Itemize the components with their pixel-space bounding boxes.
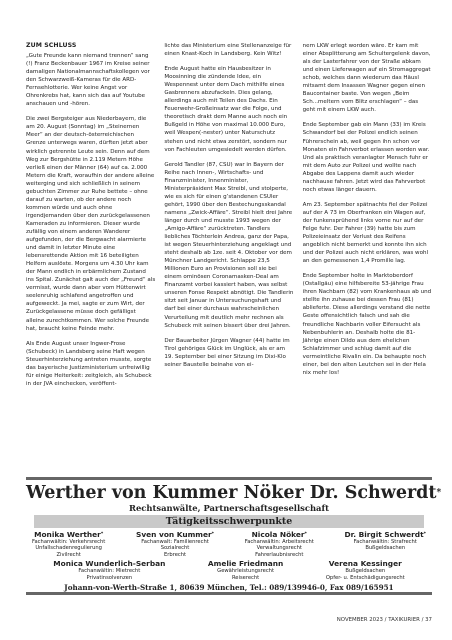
lawyer-specialty: Zivilrecht (56, 551, 81, 558)
lawyer-name: Sven von Kummer* (136, 530, 215, 539)
article-column-2 (164, 42, 293, 462)
lawyer-card (32, 530, 105, 558)
lawyer-specialty: Fachanwalt: Familienrecht (141, 539, 209, 545)
paragraph: „Gute Freunde kann niemand trennen“ sang (!) Franz Beckenbauer 1967 im Kreise seiner damaligen Nationalmannschaftskollegen vor den Schwarzweiß-Kameras für die ARD-Fernsehlotterie. Wer keine Angst vor Ohrenkrebs hat, kann sich das auf Youtube anschauen und -hören. (26, 53, 150, 108)
lawyer-specialty: Bußgeldsachen (345, 568, 386, 575)
practice-areas-band: Tätigkeitsschwerpunkte (34, 515, 424, 528)
lawyer-card (326, 559, 405, 581)
lawyer-name: Verena Kessinger (328, 559, 402, 569)
firm-name-asterisk: * (436, 488, 442, 498)
lawyer-name: Dr. Birgit Schwerdt* (344, 530, 426, 539)
lawyer-card (208, 559, 283, 581)
firm-name (26, 483, 442, 503)
paragraph: Die zwei Bergsteiger aus Niederbayern, die am 20. August (Sonntag) im „Steinernen Meer“ an der deutsch-österreichischen Grenze unterwegs waren, dürften jetzt aber wirklich getrennte Leute sein. Denn auf dem Weg zur Bergshütte in 2.119 Metern Höhe verließ einen der Männer (64) auf ca. 2.000 Metern die Kraft, woraufhin der andere alleine weiterging und sich schließlich in seinem gebuchten Zimmer zur Ruhe bettete – ohne darauf zu warten, ob der andere noch kommen würde und auch ohne irgendjemanden über den zurückgelassenen Kameraden zu informieren. Dieser wurde zufällig von einem anderen Wanderer aufgefunden, der die Bergwacht alarmierte und damit in letzter Minute eine lebensrettende Aktion mit 16 beteiligten Helfern auslöste. Morgens um 4.30 Uhr kam der Mann endlich in erbärmlichem Zustand ins Spital. Zunächst galt auch der „Freund“ als vermisst, wurde dann aber vom Hüttenwirt seelenruhig schlafend angetroffen und aufgeweckt. Ja mei, sagte er zum Wirt, der Zurückgelassene müsse doch gefälligst alleine zurechtkommen. Wer solche Freunde hat, braucht keine Feinde mehr. (26, 116, 156, 332)
lawyer-specialty: Unfallschadenregulierung (35, 545, 102, 552)
lawyer-specialty: Gewährleistungsrecht (217, 568, 274, 575)
lawyer-name: Amelie Friedmann (207, 559, 284, 569)
paragraph: Gerold Tandler (87, CSU) war in Bayern der Reihe nach Innen-, Wirtschafts- und Finanzminister, Innenminister, Ministerpräsident Max Streibl, und stolperte, wie es sich für einen g’standenen CSUler gehört, 1990 über den Bestechungsskandal namens „Zwick-Affäre“. Streibl hielt drei Jahre länger durch und musste 1993 wegen der „Amigo-Affäre“ zurücktreten. Tandlers liebliches Töchterlein Andrea, ganz der Papa, ist wegen Steuerhinterziehung angeklagt und steht deshalb ab 1ze. seit 4. Oktober vor dem Münchner Landgericht. Schlappe 23,5 Millionen Euro an Provisionen soll sie bei einem ominösen Coronamasken-Deal am Finanzamt vorbei kassiert haben, was selbst unseren Fonse Respekt abnötigt. Die Tandlerin sitzt seit Januar in Untersuchungshaft und darf bei einer durchaus wahrscheinlichen Verurteilung mit deutlich mehr rechnen als Schubeck mit seinen bissert über drei Jahren. (164, 161, 294, 329)
lawyer-specialty: Fachanwältin: Mietrecht (78, 568, 141, 575)
lawyer-specialty: Bußgeldsachen (365, 545, 406, 552)
lawyer-specialty: Fachanwältin: Arbeitsrecht (244, 539, 314, 545)
paragraph: nem LKW erlegt worden wäre. Er kam mit einer Absplitterung am Schultergelenk davon, als der Lasterfahrer von der Straße abkam und einen Lieferwagen auf ein Stromaggregat schob, welches dann wiederum das Häusl mitsamt dem Insassen Wagner gegen einen Baucontainer baste. Von wegen „Beim Sch...meltern vom Blitz erschlagen“ – das geht mit einem LKW auch. (302, 43, 431, 114)
firm-contact: Johann-von-Werth-Straße 1, 80639 München, Tel.: 089/139946-0, Fax 089/165951 (64, 583, 394, 593)
firm-subtitle: Rechtsanwälte, Partnerschaftsgesellschaft (129, 503, 329, 513)
article-column-3 (303, 42, 432, 462)
paragraph: Als Ende August unser Ingwer-Frose (Schubeck) in Landsberg seine Haft wegen Steuerhinterziehung antreten musste, sorgte das bayerische Justizministerium unfreiwillig für einige Heiterkeit: zeitgleich, als Schubeck in der JVA einchecken, veröffent- (26, 340, 152, 387)
paragraph: Der Bauarbeiter Jürgen Wagner (44) hatte im Tirol gehöriges Glück im Unglück, als er am 19. September bei einer Sitzung im Dixi-Klo seiner Baustelle beinahe von ei- (164, 337, 290, 368)
lawyer-name: Monika Werther* (34, 530, 104, 539)
lawyer-specialty: Fachanwältin: Strafrecht (353, 539, 417, 545)
lawyer-card (136, 530, 214, 558)
paragraph: Ende August hatte ein Hausbesitzer in Moosinning die zündende Idee, ein Wespennest unter dem Dach mithilfe eines Gasbrenners abzufackeln. Dies gelang, allerdings auch mit Teilen des Dachs. Ein Feuerwehr-Großeinsatz war die Folge, und theoretisch drakt dem Manne auch noch ein Bußgeld in Höhe von maximal 10.000 Euro, weil Wespen(-nester) unter Naturschutz stehen und nicht etwa zerstört, sondern nur von Fachleuten umgesiedelt werden dürfen. (164, 66, 288, 153)
lawyer-name: Nicola Nöker* (251, 530, 307, 539)
law-firm-advertisement (26, 477, 442, 595)
lawyer-card (245, 530, 314, 558)
lawyer-specialty: Reiserecht (231, 574, 260, 581)
section-title: ZUM SCHLUSS (26, 42, 77, 49)
article-column-1 (26, 42, 155, 462)
lawyer-card (345, 530, 426, 558)
paragraph: lichte das Ministerium eine Stellenanzeige für einen Knast-Koch in Landsberg. Kein Witz! (164, 43, 292, 58)
firm-name-text: Werther von Kummer Nöker Dr. Schwerdt (26, 483, 437, 503)
lawyers-row-2 (26, 558, 432, 581)
lawyer-specialty: Privatinsolvenzen (86, 574, 133, 581)
lawyer-specialty: Fahrerlaubnisrecht (255, 551, 304, 558)
paragraph: Ende September holte in Marktoberdorf (Ostallgäu) eine hilfsbereite 53-jährige Frau ihren Nachbarn (82) vom Krankenhaus ab und stellte ihn zuhause bei dessen Frau (81) ablieferte. Diese allerdings verstand die nette Geste offensichtlich falsch und sah die freundliche Nachbarin voller Eifersucht als Nebenbuhlerin an. Deshalb holte die 81-Jährige einen Dildo aus dem ehelichen Schlafzimmer und schlug damit auf die vermeintliche Rivalin ein. Da behaupte noch einer, bei den alten Leutchen sei in der Hela nix mehr los! (302, 273, 432, 376)
article-columns (26, 42, 432, 462)
lawyer-specialty: Fachanwältin: Verkehrsrecht (32, 539, 106, 545)
lawyer-specialty: Sozialrecht (160, 545, 190, 552)
page-footer: NOVEMBER 2023 / TAXIKURIER / 37 (336, 617, 432, 623)
lawyer-specialty: Erbrecht (163, 551, 187, 558)
paragraph: Am 23. September spätnachts fiel der Polizei auf der A 73 im Oberfranken ein Wagen auf, der funkensprühend links vorne nur auf der Felge fuhr. Der Fahrer (39) hatte bis zum Polizeieinsatz der Verlust des Reifens angeblich nicht bemerkt und konnte ihn sich und der Polizei auch nicht erklären, was wohl an den gemessenen 1,4 Promille lag. (302, 201, 429, 265)
paragraph: Ende September gab ein Mann (33) im Kreis Schwandorf bei der Polizei endlich seinen Führerschein ab, weil gegen ihn schon vor Monaten ein Fahrverbot erlassen worden war. Und als praktisch veranlagter Mensch fuhr er mit dem Auto zur Polizei und wollte nach Abgabe des Lappens damit auch wieder nachhause fahren. Jetzt wird das Fahrverbot noch etwas länger dauern. (302, 122, 430, 193)
lawyers-row-1 (26, 528, 432, 558)
lawyer-name: Monica Wunderlich-Serban (53, 559, 166, 569)
lawyer-specialty: Verwaltungsrecht (256, 545, 302, 552)
lawyer-card (53, 559, 165, 581)
lawyer-specialty: Opfer- u. Entschädigungsrecht (325, 574, 405, 581)
